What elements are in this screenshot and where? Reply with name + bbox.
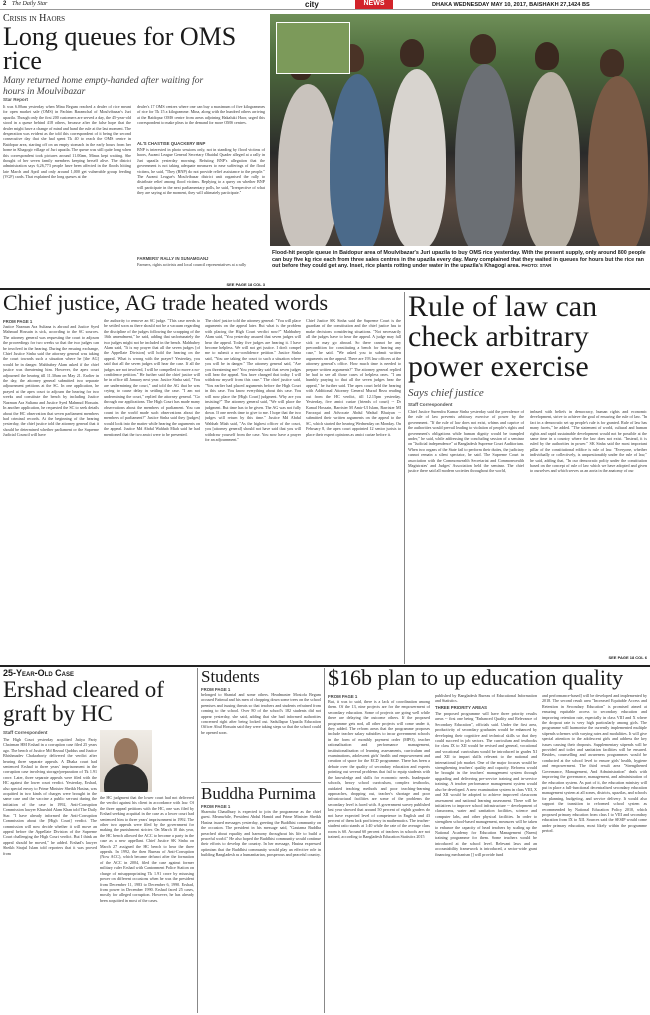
article-column: But, it was to said, there is a lack of coordination among them. Of the 13, nine projects are for the empowerment of secondary education. Some of projects are going well while there are delaying the outcome others. If the proposed programme gets nod, all other projects will come under it, they added. The reform areas that the programme proposes include teacher salary subsidies to incur government schools in the form of monthly payment order (MPO), teacher rationalisation and performance management, institutionalisation of learning assessments, curriculum and examinations, adolescent girls' health and empowerment and creation of space for the ECD programme. There has been a debate over the quality of secondary education and experts pointing out several problems that fail to equip students with the knowledge and skills for economic needs. Inadequate schools, heavy school curriculum, complex textbooks, outdated teaching methods and poor teaching-learning approaches, dropping out, teacher's shortage and poor infrastructural facilities are some of the problems the secondary level is faced with. A government survey published last year showed that around 50 percent of eighth graders do not have expected level of competence in English and 43 percent of them lack proficiency in mathematics. The teacher-student ratio stands at 1:40 while the rate of the average class room is 60. Around 60 percent of teachers in schools are not trained, according to Bangladesh Education Statistics 2015	[328, 699, 430, 840]
photo-caption	[272, 250, 648, 270]
article-column: Justice Nazmun Ara Sultana is abroad and Justice Syed Mahmud Hossain is sick, according to the SC sources. The attorney general was requesting the court to adjourn the proceedings for two weeks so that the two judges can be involved in the hearing. During the ensuing exchange, Chief Justice Sinha said the attorney general was taking the court towards such a situation where he [the AG] would be in danger. Mahbubey Alam asked if the chief justice was threatening him. However, the apex court adjourned the hearing till 11.30am on May 21. Earlier in the day, the attorney general submitted two separate adjournment petitions at the SC. In one application, he prayed at the apex court to adjourn the hearing for two weeks and constitute the bench by including Justice Nazmun Ara Sultana and Justice Syed Mahmud Hossain. In another application, he requested the SC to seek details about the HC observation that seven parliament members had criminal records. At the beginning of the hearing yesterday, the chief justice told the attorney general that it should be determined whether parliament or the Supreme Judicial Council will have	[3, 324, 99, 438]
article-text: BNP is interested in photo sessions only, not in standing by flood victims of haors, Awami League General Secretary Obaidul Quader alleged at a rally in Juri upazila yesterday morning. Refuting BNP's allegation that the government is not taking adequate measures to ease sufferings of the flood victims, he said, "They (BNP) do not provide relief assistance to the people." The Awami League's Moulvibazar district unit organised the rally to distribute relief among flood victims. Replying to a query on whether BNP will participate in the next parliamentary polls, he said, "Irrespective of what they are saying at the moment, they will ultimately participate."	[137, 147, 265, 196]
article-text: Farmers, rights activists and local council representatives at a rally	[137, 262, 247, 267]
headline: Buddha Purnima	[201, 784, 316, 803]
story-oms-rice	[3, 13, 268, 98]
article-column: Sharmita Chaudhury is expected to join the programme as the chief guest. Meanwhile, President Abdul Hamid and Prime Minister Sheikh Hasina issued messages yesterday, greeting the Buddhist community on the occasion. The president in his message said, "Gautama Buddha preached about equality and harmony throughout his life to build a peaceful world." He also hoped the Buddhist community would continue their efforts to develop the country. In her message, Hasina expressed optimism that the Buddhist community would play an effective role in building Bangladesh as a humanitarian, prosperous and peaceful country.	[201, 809, 321, 858]
from-page: FROM PAGE 1	[328, 694, 358, 699]
subheadline: Says chief justice	[408, 387, 484, 399]
divider	[201, 782, 321, 783]
divider	[324, 668, 325, 1013]
article-column: Chief Justice Surendra Kumar Sinha yesterday said the prevalence of the rule of law prevents arbitrary exercise of power by the government. "If the rule of law does not exist, whims and caprice of the authorities would prevail leading to violation of people's rights and government's obligations while human dignity would be trampled under," he said, while addressing the concluding session of a seminar on "Judicial independence" at Bangladesh Supreme Court Auditorium. When two organs of the State fail to perform their duties, the judiciary cannot remain a silent spectator, he said. The Supreme Court in association with the Commonwealth Secretariat and Commonwealth Magistrates' and Judges' Association held the seminar. The chief justice there said all modern societies throughout the world,	[408, 409, 524, 474]
headline: Students	[201, 667, 260, 686]
from-page: FROM PAGE 1	[201, 804, 231, 809]
divider	[197, 668, 198, 1013]
from-page: FROM PAGE 1	[3, 319, 33, 324]
headline: Rule of law can check arbitrary power exercise	[408, 290, 598, 383]
divider	[404, 292, 405, 664]
byline: Star Report	[3, 97, 29, 102]
article-column: The chief justice told the attorney general: "You will place arguments on the appeal later. But what is the problem with placing the High Court verdict now?" Mahbubey Alam said, "You yesterday assured that seven judges will hear the appeal. Today five judges are hearing it. I have become helpless. We will not get justice. I don't compel me to submit a no-confidence petition." Justice Sinha said, "You are taking the court to such a situation where you will be in danger." The attorney general said, "Are you threatening me? You yesterday said that seven judges will hear the appeal. You have changed that today. I will withdraw myself from this case." The chief justice said, "You earlier had placed arguments before the High Court in this case. You know everything about this case. You will now place the [High Court] judgment. Why are you insisting?" The attorney general said, "We will place the judgment. But time has to be given. The AG was not fully down. If one needs time to give to me. I hope that the two judges will return by this time." Justice Md Abdul Wahhab Miah said, "As the highest officer of the court, you [attorney general] should not have said that you will withdraw yourself from the case. You now have a prayer for an adjournment."	[205, 318, 301, 442]
section-news: NEWS	[355, 0, 393, 9]
article-column: the HC judgment that the lower court had not delivered the verdict against his client in accordance with law. Of the three appeal petitions with the HC, one was filed by Ershad seeking acquittal in the case as a lower court had sentenced him to three years' imprisonment in 1992. The other two appeals were filed by the government for making the punishment stricter. On March 10 this year, the HC bench allowed the ACC to become a party in the case as a new appellant. Chief Justice SK Sinha on March 27 assigned the HC bench to hear the three appeals. In 1992, the then Bureau of Anti-Corruption (Now ACC), which became defunct after the formation of the ACC in 2004, filed the case against former military ruler Ershad with Cantonment Police Station on charge of misappropriating Tk 1.91 crore by misusing power on different occasions when he was the president from December 11, 1983 to December 6, 1990. Ershad, from power in December 1990. Ershad faced 25 cases, mostly for alleged corruption. However, he has already been acquitted in most of the cases.	[100, 795, 194, 903]
headline: $16b plan to up education quality	[328, 665, 624, 690]
article-column: belonged to Shantal and some others. Headmaster Mostofa Begum accused Fatimul and his men of chopping down some trees on the school premises and issuing threats so that teachers and students refrained from coming to the school. Over 80 of the school's 182 students did not appear yesterday, she said, adding that she had informed authorities concerned right after being locked out. Sadullapur Upazila Education Officer Abul Hossain said they were taking steps so that the school could be opened soon.	[201, 692, 321, 735]
subhead: AL'S CHASTISE QUACKERY BNP	[137, 141, 206, 146]
article-column-wrap	[154, 737, 194, 791]
article-column: It was 6.00am yesterday when Mina Begum reached a dealer of rice meant for open market sale (OMS) in Pachim Baramchal of Moulvibazar's Juri upazila. Though only the first 200 customers are served a day, the 45-year-old stood in a queue behind 418 others, because after the false hope that the dealer might have a change of mind and hand the rule at the last moment. The desperation was evident as the told this correspondent of it being the second consecutive day that she had spent Tk 40 to reach the OMS centre in Baidopur area, starting off on an empty stomach in the early hours from her home in Khagogir village of Juri upazila. The queue was still quite long when this correspondent took pictures around 11.00am, Minas kept waiting. She thought of her seven family members keeping herself alive. The district administration says 6,26,773 people have been affected in the floods hitting late March and April and only around 1,000 get vulnerable group feeding (VGF) cards. That explained the long queues at the	[3, 104, 131, 180]
byline: Staff Correspondent	[3, 730, 48, 735]
article-text: imbued with beliefs in democracy, human rights and economic development, strive to achieve the goal of ensuring the rule of law. "In fact in a democratic set up people's rule is for granted. Rule of law has many facets," he added. "The statement of world, cultural and human rights and rapid sustainable development would not be possible at the same time in a country where the law does not exist. "Instead, it is ruled by the authorities in power." SK Sinha said the most important pillar of the constitutional edifice is rule of law. "Everyone, whether individually or collectively, is unquestionably under the rule of law," he said, adding that, "In our democratic polity under the constitution based on the concept of rule of law which we have adopted and given to ourselves and which serves as an aorta in the anatomy of our	[530, 409, 647, 474]
news-photo	[270, 14, 650, 246]
article-column: and performance-based] will be developed and implemented by 2018. The second result area "Increased Equitable Access and Retention in Secondary Education" is promised aimed at ensuring equitable access to secondary education and improving retention rate, especially in class VIII and X where the dropout rate is very high particularly among girls. The programme will harmonise the currently implemented multiple stipends schemes with varying rates and modalities. It will give special attention to the adolescent girls and address the key issues causing their dropouts. Supplementary stipends will be provided and toilet and sanitation facilities will be ensured. Besides, counselling and awareness programmes would be conducted at the school level to ensure girls' health, hygiene and empowerment. The third result area "Strengthened Governance, Management, And Administration" deals with improving the governance, management, and administration of the education system. As part of it, the education ministry will put in place a full-functional decentralised secondary education management system at all zones, districts, upazilas, and schools for planning, budgeting, and service delivery. It would also support the transition to reformed school system as recommended by National Education Policy 2010, which proposed primary education from class I to VIII and secondary education from IX to XII. Sources said the SESIP would come under primary education, most likely within the programme period.	[542, 693, 647, 834]
article-text: The proposed programme will have three priority results areas -- first one being "Enhanced Quality and Relevance of Secondary Education", officials said. Under the first area, productivity of secondary graduates would be enhanced by developing their cognitive and technical skills so that they could succeed in job sectors. The curriculum and textbooks for class IX to XII would be revised and general, vocational and vocational curriculum would be introduced in grades XI and XII to impart skills relevant to the national and international job market. One of the major focuses would be strengthening teachers' quality and capacity. Reforms would be brought in the teachers' management system through upgrading and delivering pre-service training and in-service training. A teacher performance management system would also be developed. A new examination system in class VIII, X and XII would be adopted to achieve improved classroom assessment and national learning assessment. There will be initiatives to improve school infrastructure -- development of classrooms, water and sanitation facilities, science and computer labs, and other physical facilities. In order to strengthen school-based management, measures will be taken to enhance the capacity of head teachers by scaling up the National Academy for Education Management (Naem) training programme for them. Some teachers would be introduced at the school level. Relevant laws and an accountability framework is introduced, a sector-wide grant financing mechanism [] will provide fund	[435, 711, 537, 857]
see-page-link[interactable]: SEE PAGE 18 COL 3	[226, 282, 265, 287]
caption-text: Flood-hit people queue in Baidopur area of Moulvibazar's Juri upazila to buy OMS rice yesterday. With the present supply, only around 800 people can buy five kg rice each from three sales centres in the upazila every day. Many complained that they waited in queues for hours but the rice ran out before they could get any. Inset, rice plants rotting under water in the upazila's Khagogi area.	[272, 250, 646, 270]
page-number: 2	[3, 1, 7, 7]
headline: Chief justice, AG trade heated words	[3, 290, 329, 315]
inset-photo	[276, 22, 350, 74]
deck: Many returned home empty-handed after waiting for hours in Moulvibazar	[3, 76, 204, 97]
section-city: city	[305, 0, 319, 9]
article-column: The High Court yesterday acquitted Jatiya Party Chairman HM Ershad in a corruption case filed 25 years ago. The bench of Justice Md Rezaul Quddus and Justice Bhishmadev Chakraborty delivered the verdict after hearing three separate appeals. A Dhaka court had sentenced Ershad to three years' imprisonment in the corruption case involving storage/preparation of Tk 1.91 crore. Later, three separate appeals were filed with the HC against the lower court verdict. Yesterday, Ershad, also special envoy to Prime Minister Sheikh Hasina, was acquitted in two kinds of charges were brought in the same case and the vaccine a public servant during the initiation of the case in 1992, Anti-Corruption Commission lawyer Khurshid Alam Khan told The Daily Star. "I have already informed the Anti-Corruption Commission about the [High Court] verdict. The commission will now decide whether it will move an appeal before the Appellate Division of the Supreme Court challenging the High Court verdict. But I think an appeal should be moved," he added. Ershad's lawyer Sheikh Sirajul Islam told reporters that it was proved from	[3, 737, 97, 856]
article-column: the authority to remove an SC judge. "This case needs to be settled soon as there should not be a vacuum regarding the discipline of the judges following the scrapping of the 16th amendment," he said, adding that unfortunately the two judges might not be included in the bench. Mahbubey Alam said, "It is my prayer that all the seven judges [of the Appellate Division] will hold the hearing on the appeal. What is wrong with the prayer? Yesterday, you said that all the seven judges will hear the case. If all the judges are not involved, I will be compelled to move a no-confidence petition." He further said the chief justice will be in office till January next year. Justice Sinha said, "You are undermining the court," and told the AG that he was crying to cause delay in settling the case. "I am not undermining the court," replied the attorney general. "Go through our applications. The High Court has made many observations about the members of parliament. You can count in the world made such observations about the members of parliament?" Justice Sinha said they [judges] would look into the matter while hearing the arguments on the appeal. Justice Md Abdul Wahhab Miah said he had mentioned that the two amici were to be presented.	[104, 318, 200, 437]
article-column-2	[435, 693, 537, 1013]
from-page: FROM PAGE 1	[201, 687, 231, 692]
headline: Long queues for OMS rice	[3, 22, 237, 75]
article-column-2	[530, 409, 647, 663]
headline: Ershad cleared of graft by HC	[3, 677, 164, 726]
subhead: THREE PRIORITY AREAS	[435, 705, 488, 710]
dateline: DHAKA WEDNESDAY MAY 10, 2017, BAISHAKH 27,1424 BS	[432, 1, 590, 8]
byline: Staff Correspondent	[408, 402, 453, 407]
photo-credit: PHOTO: STAR	[521, 263, 552, 269]
article-text: published by Bangladesh Bureau of Educational Information and Statistics.	[435, 693, 537, 704]
subhead: FARMERS' RALLY IN SUNAMGANJ	[137, 256, 209, 261]
masthead: The Daily Star	[12, 1, 48, 7]
article-column: Chief Justice SK Sinha said the Supreme Court is the guardian of the constitution and the chief justice has to make decisions considering situations. "Not necessarily all the judges have to hear the appeal. A judge may fall sick or may go abroad. So there cannot be any precondition for constituting a bench for hearing any case," he said. "We asked you to submit written arguments on the appeal. There are 193 law officers at the attorney general's office. How much time is needed to prepare written arguments?" The attorney general replied he had to see all those cases of helpless ones. "I am humbly praying to that all the seven judges hear the appeal," he further said. The apex court held the hearing with Additional Attorney General Murad Reza reading out from the HC verdict, till 12.15pm yesterday. Yesterday, five amici curiae (friends of court) -- Dr Kamal Hossain, Barrister M Amir-Ul Islam, Barrister MI Farooqui and Advocate Abdul Wadud Bhuiyan -- submitted their written arguments on the appeal to the SC, which started the hearing Wednesday on Monday. On February 8, the apex court appointed 12 senior jurists to place their expert opinions as amici curiae before it.	[306, 318, 401, 437]
kicker: Crisis in Haors	[3, 13, 66, 24]
article-text: dealer's 17 OMS centres where one can buy a maximum of five kilogrammes of rice for Tk 15 a kilogramme. Mina, along with the hundred others arriving at the Baidopur OMS centre from areas adjoining Hakaluki Haor, urged this correspondent to make pleas to the demand for more OMS centres.	[137, 104, 265, 126]
see-page-link[interactable]: SEE PAGE 18 COL 6	[608, 655, 647, 660]
page-header	[0, 0, 650, 10]
kicker: 25-Year-Old Case	[3, 668, 75, 678]
